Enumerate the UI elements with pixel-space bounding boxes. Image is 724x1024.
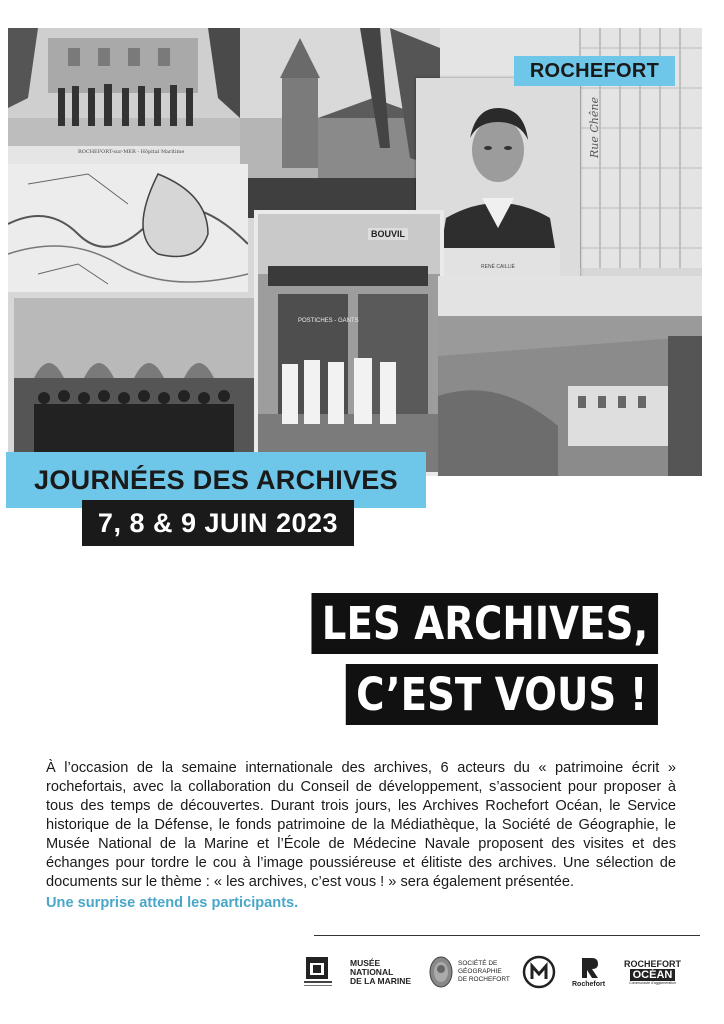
rochefort-ocean-logo [624,950,681,994]
city-badge: ROCHEFORT [514,56,675,86]
societe-line-1: SOCIÉTÉ DE [458,960,498,967]
shd-logo [302,950,334,994]
musee-line-1: MUSÉE [350,957,381,968]
shop-window-text: POSTICHES - GANTS [298,318,359,324]
shd-emblem-icon [302,955,334,989]
event-date: 7, 8 & 9 JUIN 2023 [82,500,354,546]
shop-sign: BOUVIL [368,228,408,240]
m-circle-icon [522,955,556,989]
societe-line-3: DE ROCHEFORT [458,976,510,983]
headline-line-1: LES ARCHIVES, [311,593,658,654]
ocean-tagline: Communauté d’agglomération [629,980,676,985]
medallion-icon [428,955,454,989]
body-text [46,759,676,913]
musee-marine-logo [350,950,411,994]
ocean-line-1: ROCHEFORT [624,958,681,969]
church-photo [240,28,440,218]
societe-geographie-logo [428,950,510,994]
ocean-line-2: OCÉAN [630,969,676,981]
medecine-navale-logo [522,950,556,994]
partner-logos [300,950,702,994]
headline-line-2: C’EST VOUS ! [346,664,658,725]
event-title: JOURNÉES DES ARCHIVES [6,452,426,508]
map-photo [8,164,248,292]
rochefort-r-icon [578,956,600,980]
postcard-caption: ROCHEFORT-sur-MER - Hôpital Maritime [78,149,185,155]
musee-line-3: DE LA MARINE [350,975,412,986]
footer-rule [314,935,700,936]
photo-collage [8,28,702,476]
rochefort-ville-logo [572,950,605,994]
societe-line-2: GÉOGRAPHIE [458,968,502,975]
register-text: Rue Chêne [588,97,601,158]
city-photo [438,276,702,476]
group-photo [14,298,254,476]
musee-line-2: NATIONAL [350,966,394,977]
surprise-note: Une surprise attend les participants. [46,895,299,911]
body-paragraph: À l’occasion de la semaine internationale des archives, 6 acteurs du « patrimoine écrit » rochefortais, avec la collaboration du Conseil de développement, s’associent pour proposer à tous des temps de découvertes. Durant trois jours, les Archives Rochefort Océan, le Service historique de la Défense, le fonds patrimoine de la Médiathèque, la Société de Géographie, le Musée National de la Marine et l’École de Médecine Navale proposent des visites et des échanges pour tordre le cou à l’image poussiéreuse et élitiste des archives. Une sélection de documents sur le thème : « les archives, c’est vous ! » sera également présentée. [46,760,676,890]
rochefort-ville-label: Rochefort [572,980,606,988]
portrait-caption: RENÉ CAILLIÉ [481,264,515,270]
postcard-photo [8,28,240,164]
shop-photo [254,210,444,476]
